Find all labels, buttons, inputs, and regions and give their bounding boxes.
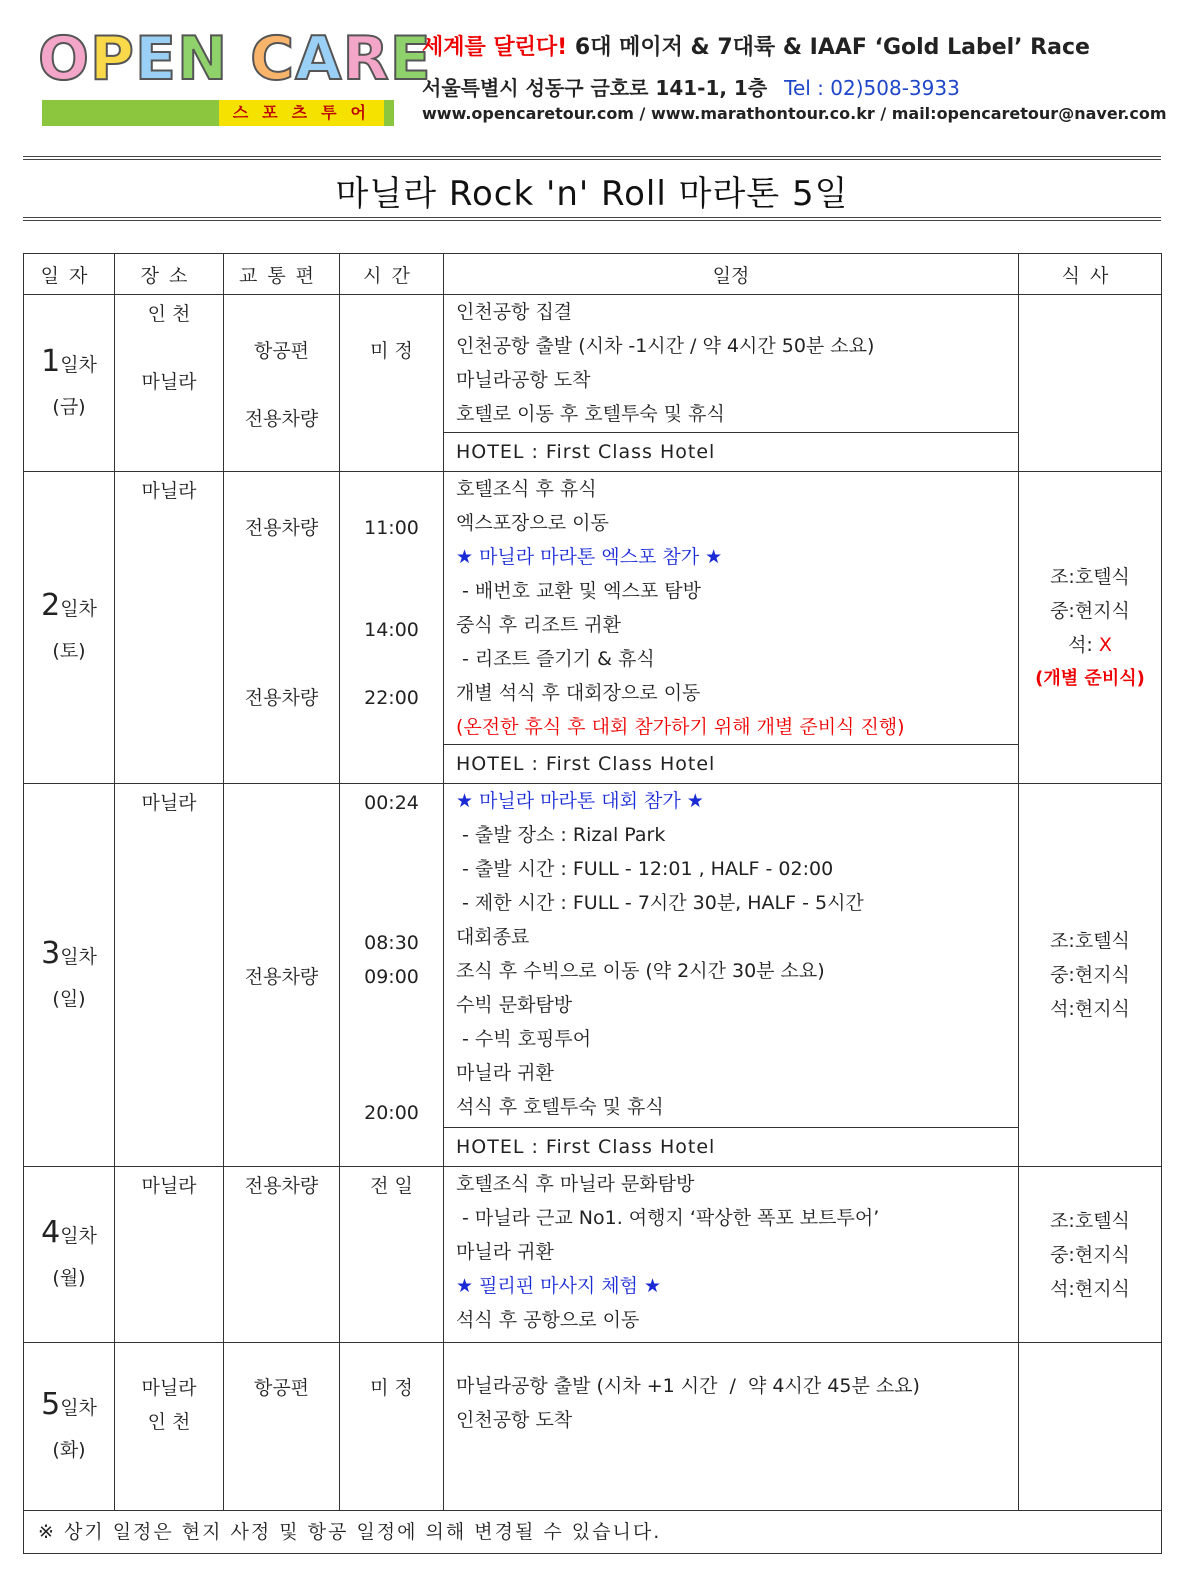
title-rule-bottom-2 (23, 220, 1161, 221)
schedule-item: 엑스포장으로 이동 (456, 512, 609, 534)
company-logo (38, 24, 432, 128)
meal-item: 중:현지식 (1050, 964, 1130, 986)
meal-item: 조:호텔식 (1050, 1209, 1130, 1232)
place-text: 마닐라 (141, 480, 197, 502)
transport-text: 항공편 (253, 1377, 310, 1399)
logo-letter (228, 24, 250, 94)
table-header-row (24, 254, 1162, 295)
day-row (24, 295, 1162, 472)
day-weekday: (토) (52, 640, 86, 662)
transport-text: 전용차량 (244, 517, 319, 539)
schedule-item: 마닐라 귀환 (456, 1062, 554, 1084)
title-rule-top-2 (23, 159, 1161, 160)
place-text: 인 천 (147, 303, 191, 325)
time-text: 20:00 (364, 1102, 419, 1124)
meal-cell (1019, 784, 1162, 1167)
schedule-list (444, 472, 1018, 744)
schedule-item: 조식 후 수빅으로 이동 (약 2시간 30분 소요) (456, 960, 825, 982)
col-header-schedule: 일정 (444, 254, 1019, 295)
day-suffix: 일차 (60, 1225, 97, 1247)
schedule-item: ★ 마닐라 마라톤 엑스포 참가 ★ (456, 546, 723, 568)
schedule-item: 석식 후 호텔투숙 및 휴식 (456, 1096, 664, 1118)
hotel-info: HOTEL : First Class Hotel (444, 744, 1018, 783)
day-suffix: 일차 (60, 1397, 97, 1419)
day-suffix: 일차 (60, 598, 97, 620)
transport-text: 항공편 (253, 340, 310, 362)
meal-item: 석:현지식 (1050, 998, 1130, 1020)
col-header-place: 장소 (115, 254, 224, 295)
schedule-cell (444, 295, 1019, 472)
place-cell (115, 1167, 224, 1343)
meal-cell (1019, 1167, 1162, 1343)
footnote: ※ 상기 일정은 현지 사정 및 항공 일정에 의해 변경될 수 있습니다. (24, 1511, 1162, 1554)
schedule-cell (444, 1343, 1019, 1511)
meal-item: 조:호텔식 (1050, 930, 1130, 952)
logo-subtitle: 스포츠투어 (219, 100, 384, 126)
schedule-item: 마닐라공항 출발 (시차 +1 시간 / 약 4시간 45분 소요) (456, 1375, 920, 1397)
day-number: 1 (41, 343, 61, 379)
schedule-item: - 제한 시간 : FULL - 7시간 30분, HALF - 5시간 (456, 892, 864, 914)
schedule-item: - 배번호 교환 및 엑스포 탐방 (456, 580, 701, 602)
meal-cell (1019, 1343, 1162, 1511)
time-cell (340, 295, 444, 472)
hotel-info: HOTEL : First Class Hotel (444, 1127, 1018, 1166)
transport-cell (224, 784, 340, 1167)
hotel-info: HOTEL : First Class Hotel (444, 432, 1018, 471)
slogan-highlight: 세계를 달린다! (422, 35, 568, 60)
time-cell (340, 1167, 444, 1343)
schedule-item: 인천공항 도착 (456, 1409, 573, 1431)
transport-text: 전용차량 (244, 1175, 319, 1197)
time-text: 미 정 (370, 1377, 413, 1399)
transport-text: 전용차량 (244, 966, 319, 988)
day-cell (24, 1343, 115, 1511)
logo-letter: O (38, 24, 91, 94)
day-number: 3 (41, 935, 61, 971)
time-text: 08:30 (364, 932, 419, 954)
transport-cell (224, 1167, 340, 1343)
schedule-item: ★ 필리핀 마사지 체험 ★ (456, 1275, 662, 1297)
time-text: 22:00 (364, 687, 419, 709)
logo-letter: E (389, 24, 432, 94)
place-text: 인 천 (147, 1411, 191, 1433)
day-cell (24, 472, 115, 784)
place-text: 마닐라 (141, 371, 197, 393)
address: 서울특별시 성동구 금호로 141-1, 1층 (422, 76, 768, 100)
schedule-item: 인천공항 집결 (456, 301, 573, 323)
meal-item-dinner (1019, 628, 1161, 662)
day-cell (24, 1167, 115, 1343)
place-cell (115, 1343, 224, 1511)
meal-note: (개별 준비식) (1035, 667, 1145, 689)
meal-item: 중:현지식 (1050, 1243, 1130, 1266)
schedule-item: - 리조트 즐기기 & 휴식 (456, 648, 655, 670)
time-text: 미 정 (370, 340, 413, 362)
day-number: 5 (41, 1387, 61, 1422)
day-cell (24, 784, 115, 1167)
schedule-item: 수빅 문화탐방 (456, 994, 573, 1016)
transport-text: 전용차량 (244, 687, 319, 709)
schedule-list (444, 784, 1018, 1124)
day-number: 2 (41, 588, 61, 623)
schedule-item: (온전한 휴식 후 대회 참가하기 위해 개별 준비식 진행) (456, 716, 905, 738)
schedule-list (444, 1343, 1018, 1437)
phone-number: Tel : 02)508-3933 (784, 76, 960, 100)
time-cell (340, 1343, 444, 1511)
place-cell (115, 784, 224, 1167)
transport-cell (224, 295, 340, 472)
schedule-list (444, 295, 1018, 431)
time-text: 전 일 (370, 1175, 413, 1197)
day-suffix: 일차 (60, 353, 97, 376)
slogan (422, 30, 1090, 61)
slogan-rest: 6대 메이저 & 7대륙 & IAAF ‘Gold Label’ Race (574, 35, 1090, 60)
day-suffix: 일차 (60, 945, 97, 968)
time-cell (340, 784, 444, 1167)
time-text: 00:24 (364, 792, 419, 814)
logo-letter: E (135, 24, 177, 94)
schedule-item: - 마닐라 근교 No1. 여행지 ‘팍상한 폭포 보트투어’ (456, 1207, 880, 1229)
col-header-meal: 식사 (1019, 254, 1162, 295)
logo-letter: A (295, 24, 343, 94)
day-row (24, 784, 1162, 1167)
day-row (24, 472, 1162, 784)
place-cell (115, 295, 224, 472)
time-text: 14:00 (364, 619, 419, 641)
page-title: 마닐라 Rock 'n' Roll 마라톤 5일 (335, 174, 849, 214)
web-links: www.opencaretour.com / www.marathontour.co.kr / mail:opencaretour@naver.com (422, 104, 1167, 123)
transport-cell (224, 1343, 340, 1511)
schedule-item: - 수빅 호핑투어 (456, 1028, 592, 1050)
place-cell (115, 472, 224, 784)
time-text: 09:00 (364, 966, 419, 988)
col-header-transport: 교통편 (224, 254, 340, 295)
schedule-item: - 출발 시간 : FULL - 12:01 , HALF - 02:00 (456, 858, 834, 880)
schedule-cell (444, 1167, 1019, 1343)
meal-dinner-label: 석: (1068, 633, 1099, 656)
transport-cell (224, 472, 340, 784)
title-rule-top (23, 156, 1161, 157)
schedule-item: 호텔로 이동 후 호텔투숙 및 휴식 (456, 403, 725, 425)
logo-letter: R (342, 24, 390, 94)
schedule-item: ★ 마닐라 마라톤 대회 참가 ★ (456, 790, 704, 812)
logo-letter: C (250, 24, 296, 94)
meal-item: 석:현지식 (1050, 1277, 1130, 1300)
schedule-item: 석식 후 공항으로 이동 (456, 1309, 640, 1331)
title-rule-bottom (23, 217, 1161, 218)
day-weekday: (금) (52, 395, 86, 418)
contact-line (422, 72, 960, 101)
schedule-item: 호텔조식 후 휴식 (456, 478, 597, 500)
day-weekday: (월) (52, 1267, 86, 1289)
itinerary-table (23, 253, 1162, 1554)
logo-letter: N (177, 24, 229, 94)
time-text: 11:00 (364, 517, 419, 539)
col-header-day: 일자 (24, 254, 115, 295)
day-weekday: (화) (52, 1439, 86, 1461)
place-text: 마닐라 (141, 1377, 197, 1399)
meal-item: 중:현지식 (1050, 599, 1130, 622)
schedule-cell (444, 784, 1019, 1167)
place-text: 마닐라 (141, 792, 197, 814)
day-number: 4 (41, 1215, 61, 1250)
day-row (24, 1167, 1162, 1343)
logo-letter: P (90, 24, 135, 94)
meal-item: 조:호텔식 (1050, 565, 1130, 588)
logo-bar (42, 100, 394, 126)
transport-text: 전용차량 (244, 408, 319, 430)
logo-wordmark (38, 24, 432, 94)
place-text: 마닐라 (141, 1175, 197, 1197)
schedule-item: 대회종료 (456, 926, 530, 948)
day-row (24, 1343, 1162, 1511)
day-weekday: (일) (52, 987, 86, 1010)
meal-cell (1019, 295, 1162, 472)
footnote-row (24, 1511, 1162, 1554)
col-header-time: 시간 (340, 254, 444, 295)
schedule-item: - 출발 장소 : Rizal Park (456, 824, 666, 846)
day-cell (24, 295, 115, 472)
schedule-item: 마닐라 귀환 (456, 1241, 554, 1263)
schedule-item: 중식 후 리조트 귀환 (456, 614, 621, 636)
schedule-item: 마닐라공항 도착 (456, 369, 591, 391)
schedule-list (444, 1167, 1018, 1337)
schedule-item: 인천공항 출발 (시차 -1시간 / 약 4시간 50분 소요) (456, 335, 875, 357)
schedule-item: 호텔조식 후 마닐라 문화탐방 (456, 1173, 695, 1195)
schedule-item: 개별 석식 후 대회장으로 이동 (456, 682, 701, 704)
schedule-cell (444, 472, 1019, 784)
time-cell (340, 472, 444, 784)
meal-cell (1019, 472, 1162, 784)
meal-dinner-value: X (1098, 633, 1112, 656)
